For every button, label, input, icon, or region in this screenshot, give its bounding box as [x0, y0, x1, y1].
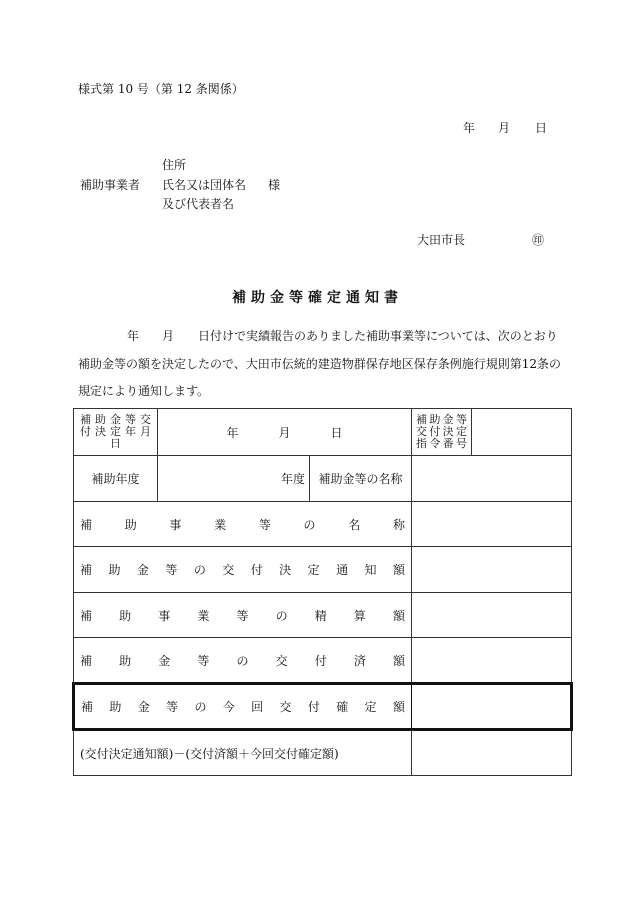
body-line1-month: 月	[162, 329, 175, 343]
settlement-amount-value[interactable]	[412, 593, 572, 638]
form-number: 様式第 10 号（第 12 条関係）	[78, 82, 244, 96]
recipient-honorific: 様	[268, 178, 281, 192]
date-year: 年	[463, 121, 476, 135]
body-line1-text: 日付けで実績報告のありました補助事業等については、次のとおり	[198, 329, 558, 343]
fiscal-year-label: 補助年度	[74, 456, 158, 502]
body-line1-year: 年	[127, 329, 140, 343]
table-row	[74, 730, 572, 776]
current-confirmed-amount-label: 補助金等の今回交付確定額	[74, 684, 412, 730]
recipient-rep-label: 及び代表者名	[162, 197, 235, 211]
body-line2: 補助金等の額を決定したので、大田市伝統的建造物群保存地区保存条例施行規則第12条の	[78, 357, 562, 371]
table-row	[74, 638, 572, 684]
table-row	[74, 684, 572, 730]
confirmation-table	[72, 408, 573, 776]
table-row	[74, 547, 572, 593]
recipient-label: 補助事業者	[80, 178, 141, 192]
fiscal-year-value[interactable]: 年度	[158, 456, 310, 502]
decision-date-value[interactable]: 年 月 日	[158, 409, 412, 456]
current-confirmed-amount-value[interactable]	[412, 684, 572, 730]
settlement-amount-label: 補助事業等の精算額	[74, 593, 412, 638]
date-day: 日	[535, 121, 548, 135]
table-row	[74, 502, 572, 547]
project-name-label: 補助事業等の名称	[74, 502, 412, 547]
date-month: 月	[498, 121, 511, 135]
decision-date-label: 補助金等交 付決定年月 日	[74, 409, 158, 456]
table-row	[74, 593, 572, 638]
seal-mark: ㊞	[532, 233, 545, 247]
recipient-address-label: 住所	[162, 158, 187, 172]
order-number-label: 補助金等 交付決定 指令番号	[412, 409, 472, 455]
balance-formula-value[interactable]	[412, 730, 572, 776]
table-row	[74, 456, 572, 502]
table-row	[74, 409, 572, 456]
balance-formula-label: (交付決定通知額)－(交付済額＋今回交付確定額)	[74, 730, 412, 776]
order-number-value[interactable]	[472, 409, 571, 455]
document-title: 補助金等確定通知書	[232, 290, 403, 306]
grant-name-label: 補助金等の名称	[310, 456, 412, 502]
issuer-name: 大田市長	[417, 233, 466, 247]
project-name-value[interactable]	[412, 502, 572, 547]
paid-amount-label: 補助金等の交付済額	[74, 638, 412, 684]
paid-amount-value[interactable]	[412, 638, 572, 684]
recipient-name-label: 氏名又は団体名	[162, 178, 247, 192]
decision-notice-amount-label: 補助金等の交付決定通知額	[74, 547, 412, 593]
decision-notice-amount-value[interactable]	[412, 547, 572, 593]
grant-name-value[interactable]	[412, 456, 572, 502]
body-line3: 規定により通知します。	[78, 384, 210, 398]
